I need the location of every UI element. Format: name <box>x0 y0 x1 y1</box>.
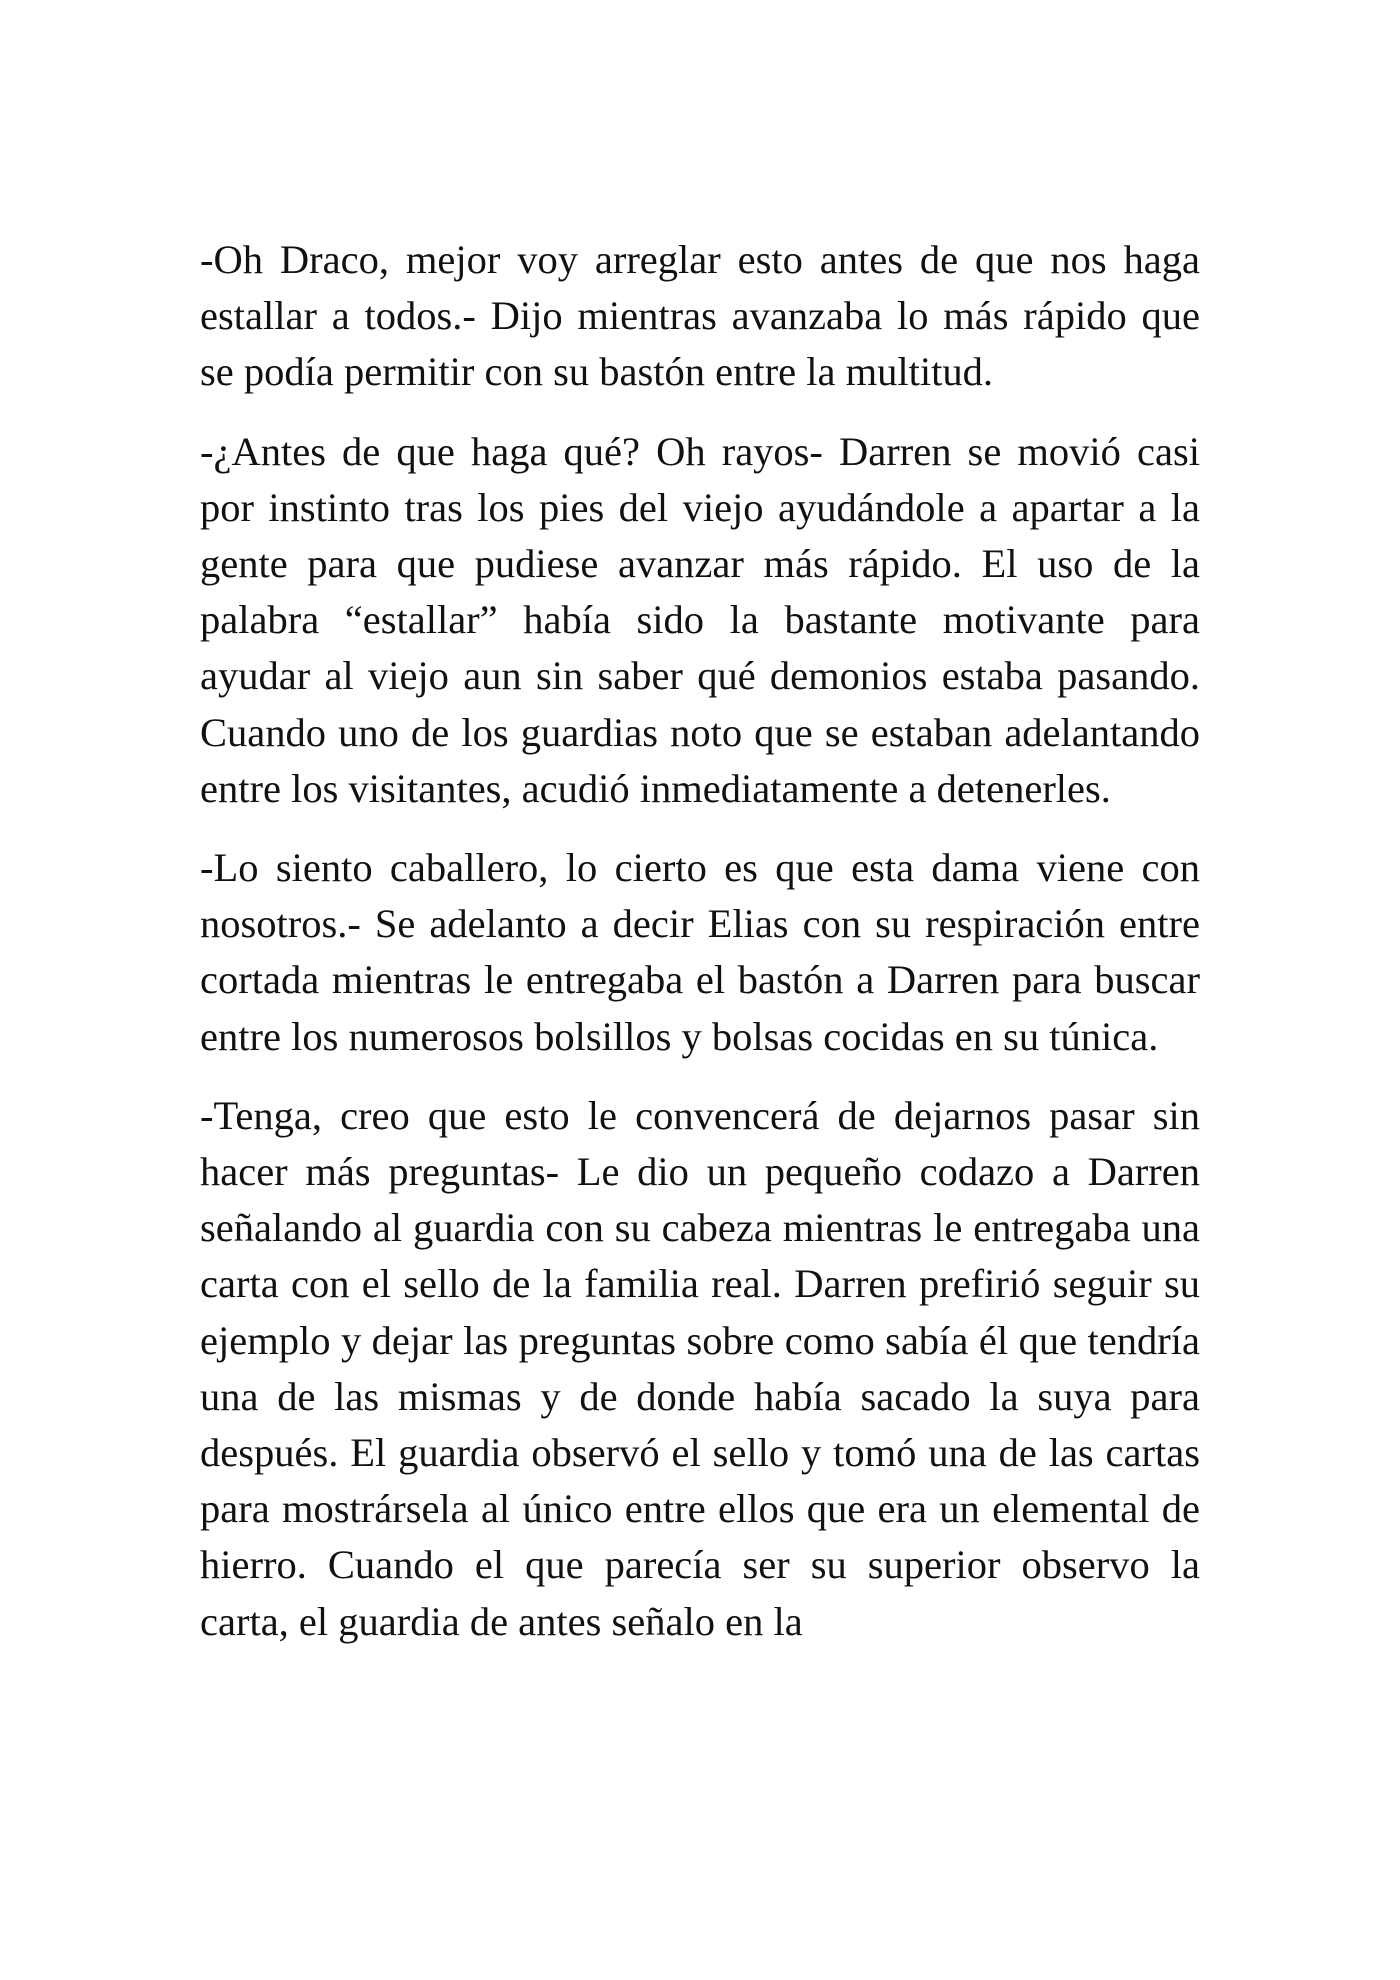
paragraph-1: -Oh Draco, mejor voy arreglar esto antes de que nos haga estallar a todos.- Dijo mientras avanzaba lo más rápido que se podía permitir con su bastón entre la multitud. <box>200 237 1200 395</box>
page-text <box>200 232 1200 1673</box>
paragraph-2: -¿Antes de que haga qué? Oh rayos- Darren se movió casi por instinto tras los pies del viejo ayudándole a apartar a la gente para que pudiese avanzar más rápido. El uso de la palabra “estallar” había sido la bastante motivante para ayudar al viejo aun sin saber qué demonios estaba pasando. Cuando uno de los guardias noto que se estaban adelantando entre los visitantes, acudió inmediatamente a detenerles. <box>200 428 1200 811</box>
paragraph-3: -Lo siento caballero, lo cierto es que esta dama viene con nosotros.- Se adelanto a decir Elias con su respiración entre cortada mientras le entregaba el bastón a Darren para buscar entre los numerosos bolsillos y bolsas cocidas en su túnica. <box>200 845 1200 1059</box>
paragraph-4: -Tenga, creo que esto le convencerá de dejarnos pasar sin hacer más preguntas- Le dio un pequeño codazo a Darren señalando al guardia con su cabeza mientras le entregaba una carta con el sello de la familia real. Darren prefirió seguir su ejemplo y dejar las preguntas sobre como sabía él que tendría una de las mismas y de donde había sacado la suya para después. El guardia observó el sello y tomó una de las cartas para mostrársela al único entre ellos que era un elemental de hierro. Cuando el que parecía ser su superior observo la carta, el guardia de antes señalo en la <box>200 1092 1200 1644</box>
